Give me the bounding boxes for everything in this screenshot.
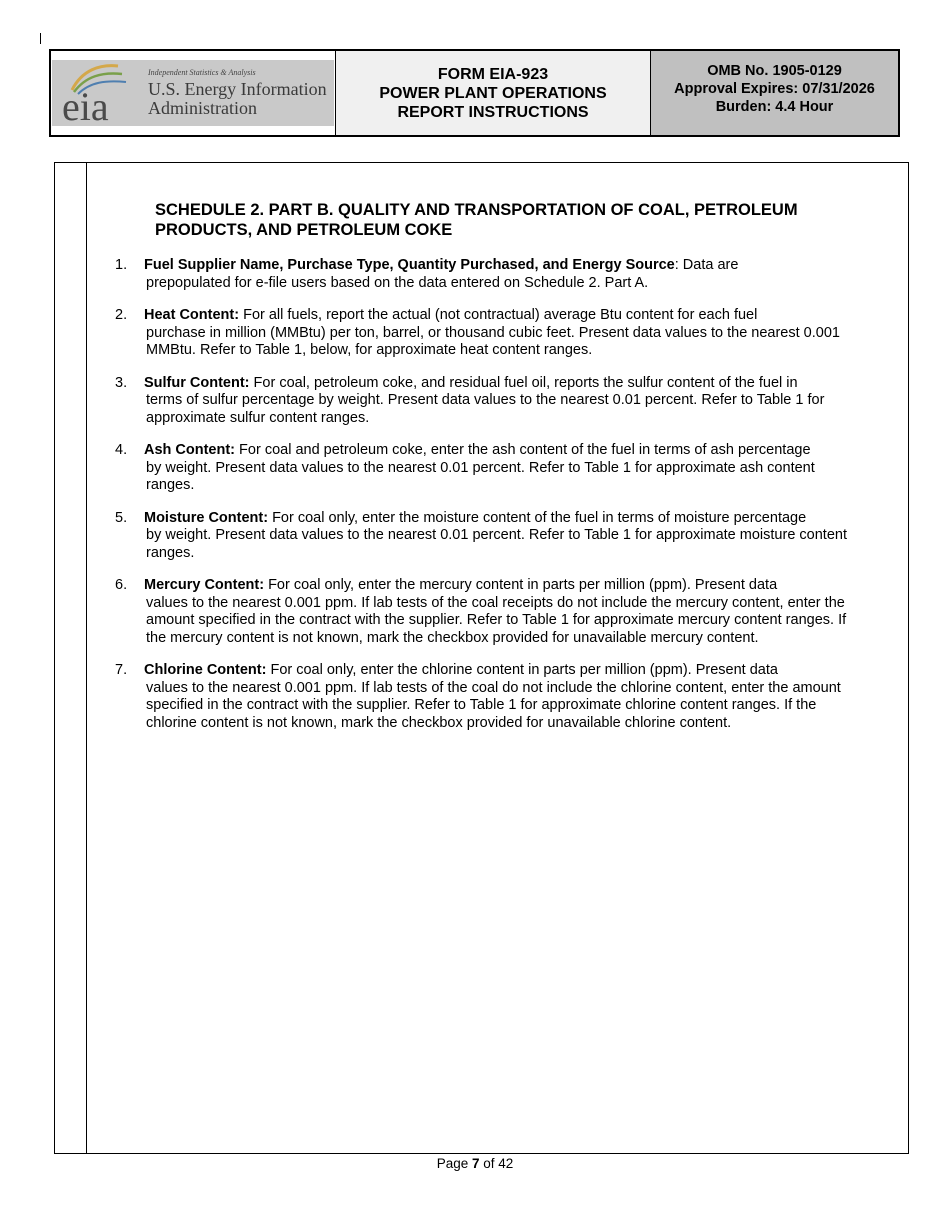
item-continuation: values to the nearest 0.001 ppm. If lab tests of the coal receipts do not include the mercury content, enter the amount specified in the contract with the supplier. Refer to Table 1 for approximate mercury content ranges. If the mercury content is not known, mark the checkbox provided for unavailable mercury content. [146,594,847,646]
item-number: 4. [115,442,128,458]
list-item [115,577,860,647]
eia-logo-mark [52,60,132,126]
item-first-line: For coal only, enter the mercury content in parts per million (ppm). Present data [264,577,778,593]
form-title-line-2: POWER PLANT OPERATIONS [379,84,607,102]
page-total: 42 [498,1156,514,1171]
item-heading: Fuel Supplier Name, Purchase Type, Quantity Purchased, and Energy Source [144,257,675,273]
list-item [115,257,860,292]
eia-logo [52,60,334,126]
item-text [144,662,860,732]
item-continuation: purchase in million (MMBtu) per ton, barrel, or thousand cubic feet. Present data values to the nearest 0.001 MMBtu. Refer to Table 1, below, for approximate heat content ranges. [146,324,840,358]
list-item [115,442,860,495]
section-title-line-2: PRODUCTS, AND PETROLEUM COKE [155,221,453,239]
item-number: 7. [115,662,128,678]
item-number: 1. [115,257,128,273]
list-item [115,375,860,428]
text-cursor-mark [40,33,41,44]
section-title [155,200,855,240]
list-item [115,662,860,732]
item-heading: Mercury Content: [144,577,265,593]
page-label: Page [436,1156,472,1171]
item-continuation: by weight. Present data values to the nearest 0.01 percent. Refer to Table 1 for approximate ash content ranges. [146,459,815,493]
page-of: of [479,1156,499,1171]
margin-rule [86,163,87,1153]
item-heading: Moisture Content: [144,509,269,526]
logo-line-1: U.S. Energy Information [148,79,327,99]
item-number: 6. [115,577,128,593]
eia-logo-text [148,68,327,118]
item-heading: Sulfur Content: [144,374,250,391]
item-text [144,510,860,563]
section-title-line-1: SCHEDULE 2. PART B. QUALITY AND TRANSPORTATION OF COAL, PETROLEUM [155,201,798,219]
logo-line-2: Administration [148,98,257,118]
omb-info [651,51,898,135]
item-text [144,375,860,428]
item-heading: Ash Content: [144,442,236,458]
list-item [115,307,860,360]
omb-approval: Approval Expires: 07/31/2026 [674,81,875,97]
page-current: 7 [471,1156,480,1171]
item-heading: Chlorine Content: [144,662,267,678]
item-first-line: For coal and petroleum coke, enter the ash content of the fuel in terms of ash percentage [235,442,811,458]
form-title-line-3: REPORT INSTRUCTIONS [397,103,589,121]
logo-tagline: Independent Statistics & Analysis [148,68,256,77]
item-continuation: terms of sulfur percentage by weight. Present data values to the nearest 0.01 percent. Refer to Table 1 for approximate sulfur content ranges. [146,392,825,426]
eia-swoosh-icon [52,60,132,126]
eia-logo-letters: eia [62,84,109,126]
item-continuation: prepopulated for e-file users based on the data entered on Schedule 2. Part A. [146,274,649,291]
item-first-line: For coal only, enter the moisture content of the fuel in terms of moisture percentage [268,509,807,526]
item-heading: Heat Content: [144,307,240,323]
content-frame [54,162,909,1154]
item-number: 5. [115,509,128,526]
item-first-line: For coal only, enter the chlorine content in parts per million (ppm). Present data [266,662,778,678]
item-text [144,577,860,647]
omb-burden: Burden: 4.4 Hour [715,99,834,115]
form-title [336,51,651,135]
eia-logo-cell [51,51,336,135]
instruction-list [115,257,860,747]
item-first-line: : Data are [674,257,739,273]
item-first-line: For coal, petroleum coke, and residual fuel oil, reports the sulfur content of the fuel in [249,374,798,391]
item-text [144,442,860,495]
item-continuation: by weight. Present data values to the nearest 0.01 percent. Refer to Table 1 for approximate moisture content ranges. [146,527,847,561]
form-header [49,49,900,137]
item-text [144,257,860,292]
item-number: 2. [115,307,128,323]
form-title-line-1: FORM EIA-923 [437,65,549,83]
item-continuation: values to the nearest 0.001 ppm. If lab tests of the coal do not include the chlorine content, enter the amount specified in the contract with the supplier. Refer to Table 1 for approximate chlorine content ranges. If the chlorine content is not known, mark the checkbox provided for unavailable chlorine content. [146,679,841,731]
omb-number: OMB No. 1905-0129 [707,63,842,79]
page-footer [0,1156,950,1171]
item-number: 3. [115,374,128,391]
list-item [115,510,860,563]
item-text [144,307,860,360]
item-first-line: For all fuels, report the actual (not contractual) average Btu content for each fuel [239,307,758,323]
